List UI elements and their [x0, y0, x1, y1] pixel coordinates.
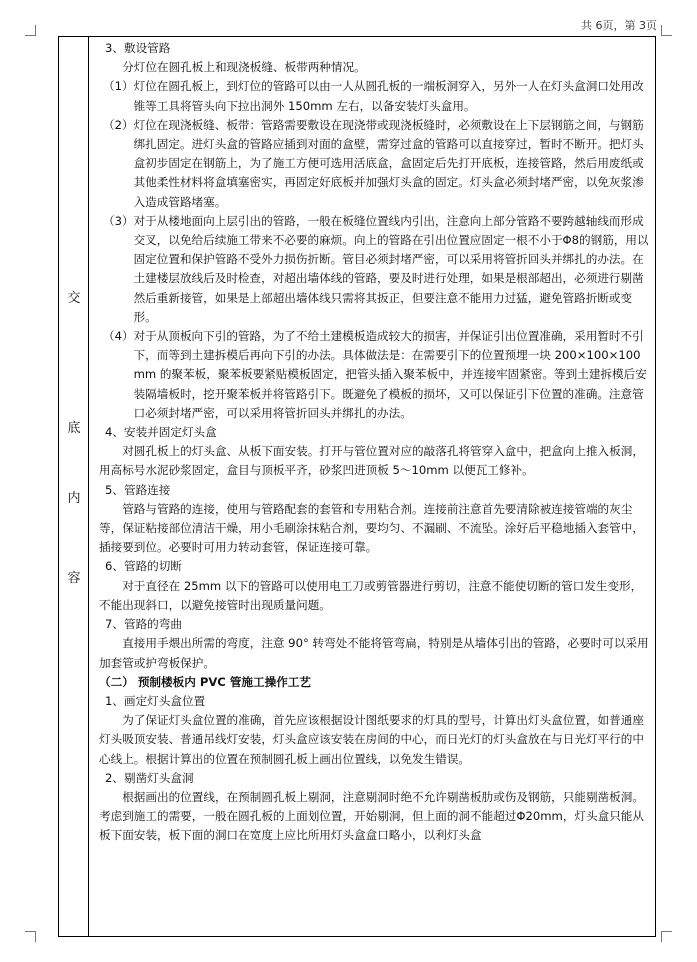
item-number: （2）: [103, 117, 134, 132]
numbered-item: [99, 327, 651, 423]
numbered-item: [99, 212, 651, 327]
side-label-char: 容: [67, 571, 81, 586]
side-label-char: 底: [67, 421, 81, 436]
disclosure-content: [99, 39, 651, 846]
side-label-column: [59, 37, 89, 936]
item-text: 对于从顶板向下引的管路，为了不给土建模板造成较大的损害，并保证引出位置准确，采用暂时不引下，而等到土建拆模后再向下引的办法。具体做法是：在需要引下的位置预埋一块 200×100×100mm 的聚苯板，聚苯板要紧贴模板固定，把管头插入聚苯板中，并连接牢固紧密。等到土建拆模后安装隔墙板时，挖开聚苯板并将管路引下。既避免了模板的损坏，又可以保证引下位置的准确。注意管口必须封堵严密，可以采用将管折回头并绑扎的办法。: [133, 329, 647, 420]
paragraph: 根据画出的位置线，在预制圆孔板上剔洞，注意剔洞时绝不允许剔凿板肋或伤及钢筋，只能剔凿板洞。考虑到施工的需要，一般在圆孔板的上面划位置，开始剔洞，但上面的洞不能超过Φ20mm，灯头盒只能从板下面安装，板下面的洞口在宽度上应比所用灯头盒盒口略小，以利灯头盒: [99, 789, 645, 843]
item-text: 灯位在现浇板缝、板带：管路需要敷设在现浇带或现浇板缝时，必须敷设在上下层钢筋之间，与钢筋绑扎固定。进灯头盒的管路应插到对面的盒壁，需穿过盒的管路可以直接穿过，暂时不断开。把灯头盒初步固定在钢筋上，为了施工方便可选用活底盒，盒固定后先打开底板，连接管路，然后用废纸或其他柔性材料将盒填塞密实，再固定好底板并加强灯头盒的固定。灯头盒必须封堵严密，以免灰浆渗入造成管路堵塞。: [133, 117, 644, 209]
section-heading: 5、管路连接: [105, 482, 171, 497]
section-heading: 2、剔凿灯头盒洞: [105, 770, 194, 785]
paragraph: 为了保证灯头盒位置的准确，首先应该根据设计图纸要求的灯具的型号，计算出灯头盒位置，如普通座灯头吸顶安装、普通吊线灯安装，灯头盒应该安装在房间的中心，而日光灯的灯头盒放在与日光灯平行的中心线上。根据计算出的位置在预制圆孔板上画出位置线，以免发生错误。: [99, 713, 644, 766]
crop-mark-top-left: [25, 25, 36, 36]
item-number: （1）: [103, 79, 134, 94]
section-heading: 4、安装并固定灯头盒: [105, 425, 217, 440]
chapter-heading: （二） 预制楼板内 PVC 管施工操作工艺: [99, 674, 311, 689]
page-number: 共 6页，第 3页: [581, 19, 657, 32]
side-label-char: 交: [67, 291, 81, 306]
paragraph: 直接用手煨出所需的弯度，注意 90° 转弯处不能将管弯扁，特别是从墙体引出的管路，必要时可以采用加套管或护弯板保护。: [99, 636, 649, 670]
crop-mark-bottom-right: [661, 931, 672, 942]
paragraph: 分灯位在圆孔板上和现浇板缝、板带两种情况。: [122, 60, 366, 75]
item-number: （3）: [103, 213, 134, 228]
paragraph: 管路与管路的连接，使用与管路配套的套管和专用粘合剂。连接前注意首先要清除被连接管端的灰尘等，保证粘接部位清洁干燥，用小毛刷涂抹粘合剂，要均匀、不漏刷、不流坠。涂好后平稳地插入套管中，插接要到位。必要时可用力转动套管，保证连接可靠。: [99, 501, 644, 555]
section-heading: 6、管路的切断: [105, 559, 182, 574]
section-heading: 7、管路的弯曲: [105, 617, 182, 632]
disclosure-table: [58, 36, 656, 937]
item-text: 对于从楼地面向上层引出的管路，一般在板缝位置线内引出，注意向上部分管路不要跨越轴线而形成交叉，以免给后续施工带来不必要的麻烦。向上的管路在引出位置应固定一根不小于Φ8的钢筋，用以固定位置和保护管路不受外力损伤折断。管目必须封堵严密，可以采用将管折回头并绑扎的办法。在土建楼层放线后及时检查，对超出墙体线的管路，要及时进行处理，如果是根部超出，必须进行剔凿然后重新接管，如果是上部超出墙体线只需将其扳正，但要注意不能用力过猛，避免管路折断或变形。: [133, 213, 649, 324]
section-heading: 3、敷设管路: [105, 41, 171, 55]
paragraph: 对圆孔板上的灯头盒、从板下面安装。打开与管位置对应的敲落孔将管穿入盒中，把盒向上推入板洞，用高标号水泥砂浆固定，盒目与顶板平齐，砂浆凹进顶板 5～10mm 以便瓦工修补。: [99, 444, 644, 478]
numbered-item: [99, 77, 651, 115]
numbered-item: [99, 116, 651, 212]
crop-mark-top-right: [661, 25, 672, 36]
paragraph: 对于直径在 25mm 以下的管路可以使用电工刀或剪管器进行剪切，注意不能使切断的管口发生变形，不能出现斜口，以避免接管时出现质量问题。: [99, 578, 643, 612]
item-text: 灯位在圆孔板上，到灯位的管路可以由一人从圆孔板的一端板洞穿入，另外一人在灯头盒洞口处用改锥等工具将管头向下拉出洞外 150mm 左右，以备安装灯头盒用。: [133, 79, 644, 113]
item-number: （4）: [103, 329, 134, 344]
crop-mark-bottom-left: [25, 931, 36, 942]
section-heading: 1、画定灯头盒位置: [105, 693, 206, 708]
side-label-char: 内: [67, 491, 81, 506]
